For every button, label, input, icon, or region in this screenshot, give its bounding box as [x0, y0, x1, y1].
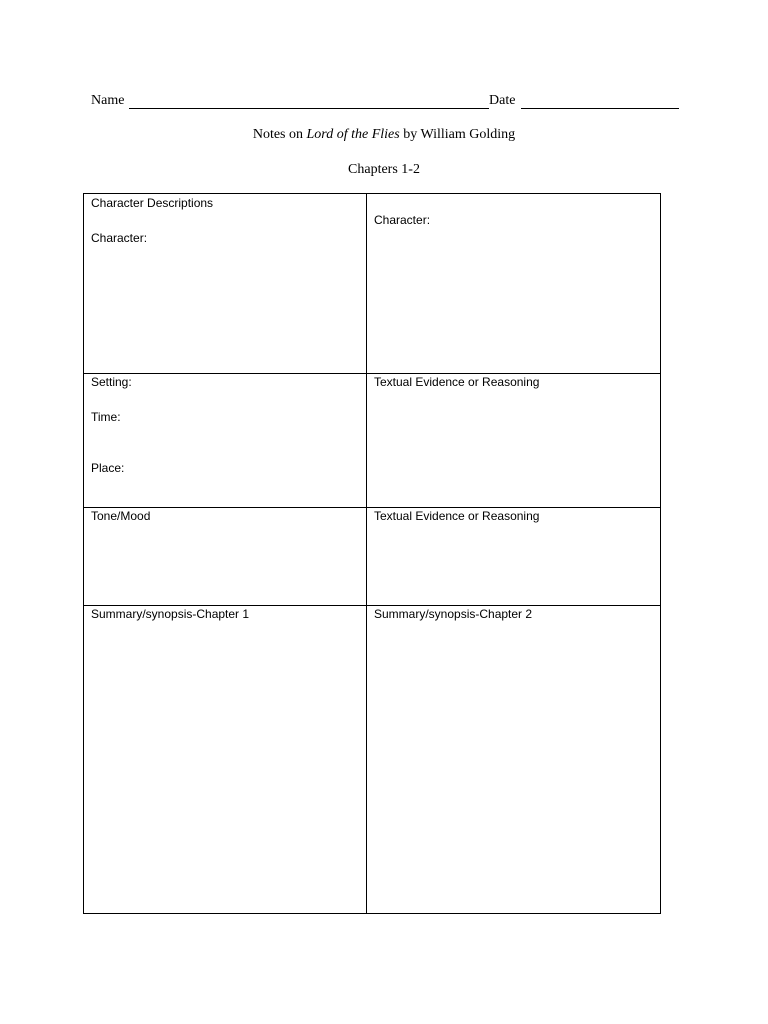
- chapters-subtitle: Chapters 1-2: [348, 162, 420, 177]
- character-label-right: Character:: [374, 213, 431, 227]
- tone-evidence-heading: Textual Evidence or Reasoning: [374, 509, 540, 523]
- page-title: [0, 125, 768, 145]
- setting-heading: Setting:: [91, 375, 132, 389]
- place-label: Place:: [91, 461, 125, 475]
- book-title: Lord of the Flies: [306, 127, 400, 142]
- title-suffix: by William Golding: [399, 127, 516, 142]
- notes-grid: [83, 193, 661, 914]
- tone-mood-cell[interactable]: [84, 508, 367, 606]
- date-field-line[interactable]: [521, 108, 679, 109]
- name-date-row: [91, 91, 679, 111]
- setting-cell[interactable]: [84, 374, 367, 508]
- summary-chapter-1-cell[interactable]: [84, 606, 367, 913]
- character-cell-right[interactable]: [367, 194, 660, 374]
- character-descriptions-heading: Character Descriptions: [91, 196, 214, 210]
- setting-evidence-heading: Textual Evidence or Reasoning: [374, 375, 540, 389]
- character-descriptions-cell[interactable]: [84, 194, 367, 374]
- tone-evidence-cell[interactable]: [367, 508, 660, 606]
- tone-mood-heading: Tone/Mood: [91, 509, 151, 523]
- summary-chapter-2-heading: Summary/synopsis-Chapter 2: [374, 607, 533, 621]
- character-label-left: Character:: [91, 231, 148, 245]
- name-label: Name: [91, 93, 125, 108]
- title-prefix: Notes on: [252, 127, 307, 142]
- setting-evidence-cell[interactable]: [367, 374, 660, 508]
- time-label: Time:: [91, 410, 121, 424]
- summary-chapter-2-cell[interactable]: [367, 606, 660, 913]
- date-label: Date: [489, 93, 516, 108]
- name-field-line[interactable]: [129, 108, 489, 109]
- summary-chapter-1-heading: Summary/synopsis-Chapter 1: [91, 607, 250, 621]
